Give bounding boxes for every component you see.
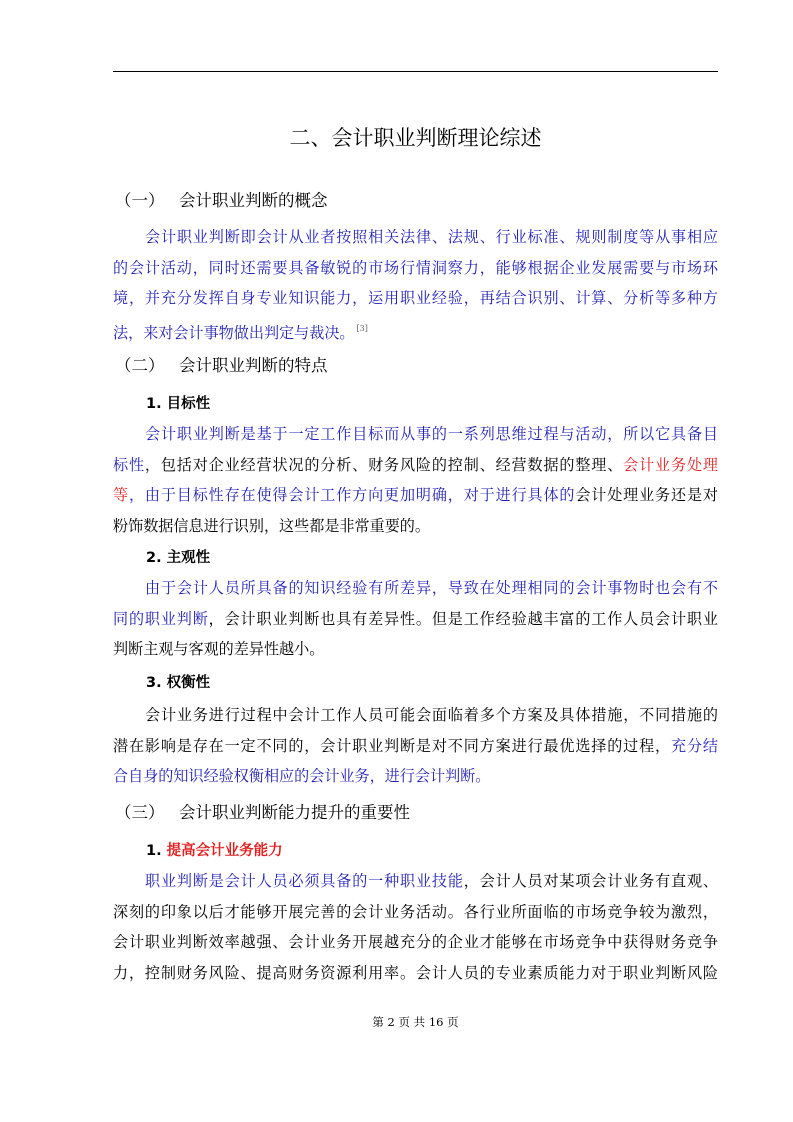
paragraph-concept [113,222,718,344]
text-line: 合自身的知识经验权衡相应的会计业务，进行会计判断。 [113,767,491,786]
text-segment: 充分结 [671,736,718,755]
text-segment: ，包括对企业经营状况的分析、财务风险的控制、经营数据的整理、 [144,455,624,474]
text-line: 会计业务进行过程中会计工作人员可能会面临着多个方案及具体措施，不同措施的 [145,706,718,724]
text-segment: 法，来对会计事物做出判定与裁决。 [113,323,355,342]
section-number: （一） [115,191,165,210]
text-line: 由于会计人员所具备的知识经验有所差异，导致在处理相同的会计事物时也会有不 [145,579,718,597]
text-line: 判断主观与客观的差异性越小。 [113,640,325,659]
text-line [113,480,718,511]
subsection-heading-capability [146,839,283,863]
text-line [113,604,718,635]
section-title: 会计职业判断的特点 [179,356,328,375]
citation-marker: [3] [356,323,368,333]
text-segment: 标性 [113,455,145,474]
text-segment-highlight: 等 [113,486,129,505]
section-title: 会计职业判断能力提升的重要性 [179,803,410,822]
subsection-title-highlight: 提高会计业务能力 [166,843,283,859]
text-segment: 会计处理业务还是对 [575,486,718,505]
text-segment-highlight: 会计业务处理 [623,455,718,474]
subsection-heading-objectivity: 1. 目标性 [146,396,211,412]
text-segment: ，会计人员对某项会计业务有直观、 [463,872,718,890]
text-line [113,731,718,762]
header-rule [113,71,718,72]
text-line [113,314,718,345]
text-line: 会计职业判断是基于一定工作目标而从事的一系列思维过程与活动，所以它具备目 [145,425,718,443]
text-segment: 潜在影响是存在一定不同的，会计职业判断是对不同方案进行最优选择的过程， [113,736,671,755]
paragraph-capability [113,866,718,988]
section-number: （三） [115,803,165,822]
text-line [113,866,718,897]
section-title: 会计职业判断的概念 [179,191,328,210]
text-line [113,450,718,481]
paragraph-subjectivity [113,573,718,665]
text-line: 的会计活动，同时还需要具备敏锐的市场行情洞察力，能够根据企业发展需要与市场环 [113,258,718,277]
text-segment: 同的职业判断 [113,609,209,628]
subsection-heading-subjectivity: 2. 主观性 [146,550,211,566]
section-heading-2 [115,353,328,379]
page-title: 二、会计职业判断理论综述 [289,126,542,150]
subsection-number: 1. [146,843,162,859]
text-line: 会计职业判断效率越强、会计业务开展越充分的企业才能够在市场竞争中获得财务竞争 [113,933,718,952]
text-line: 力，控制财务风险、提高财务资源利用率。会计人员的专业素质能力对于职业判断风险 [113,963,718,982]
page-footer: 第 2 页 共 16 页 [372,1015,459,1029]
text-segment: ，会计职业判断也具有差异性。但是工作经验越丰富的工作人员会计职业 [208,609,718,628]
paragraph-balance [113,700,718,792]
section-number: （二） [115,356,165,375]
subsection-heading-balance: 3. 权衡性 [146,675,211,691]
text-segment: 职业判断是会计人员必须具备的一种职业技能 [145,872,464,890]
text-line: 境，并充分发挥自身专业知识能力，运用职业经验，再结合识别、计算、分析等多种方 [113,289,718,308]
text-line: 粉饰数据信息进行识别，这些都是非常重要的。 [113,516,430,535]
section-heading-1 [115,188,328,214]
text-segment: ，由于目标性存在使得会计工作方向更加明确，对于进行具体的 [128,486,576,505]
text-line: 深刻的印象以后才能够开展完善的会计业务活动。各行业所面临的市场竞争较为激烈， [113,902,718,921]
paragraph-objectivity [113,419,718,541]
section-heading-3 [115,800,410,826]
text-line: 会计职业判断即会计从业者按照相关法律、法规、行业标准、规则制度等从事相应 [145,228,718,246]
